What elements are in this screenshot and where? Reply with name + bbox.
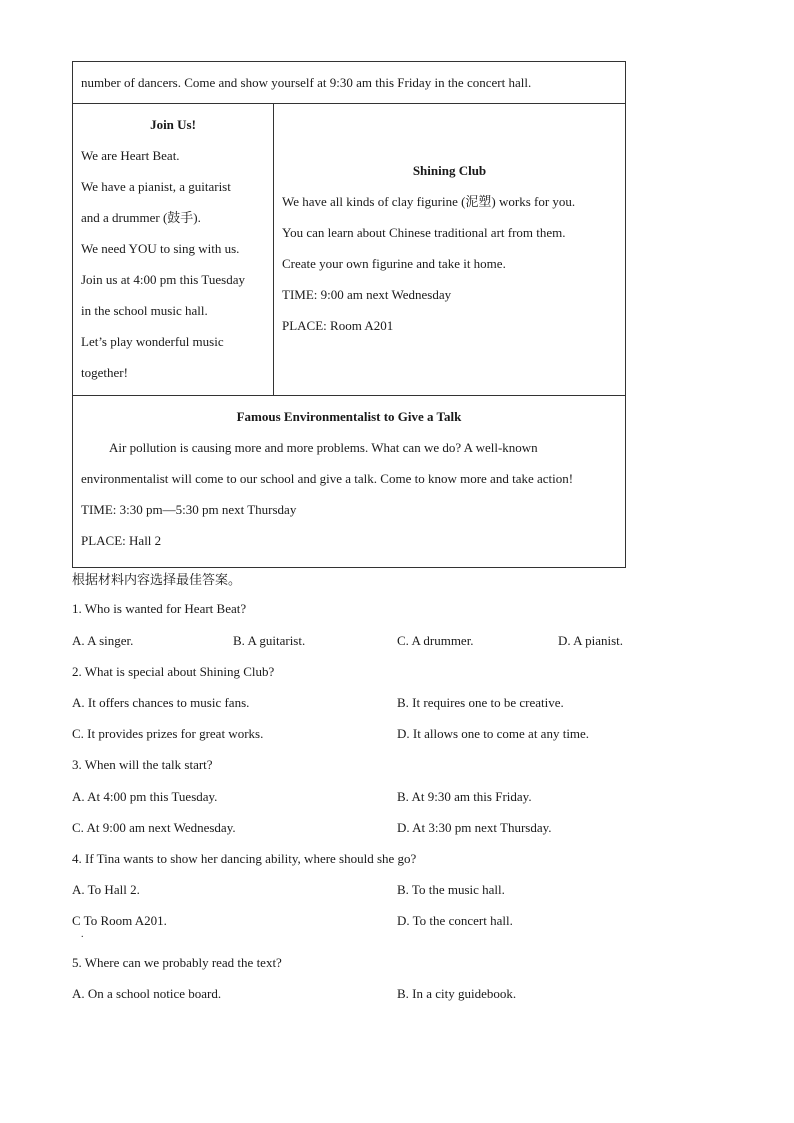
heart-beat-line: and a drummer (鼓手). — [81, 210, 201, 225]
answer-option[interactable]: B. In a city guidebook. — [397, 986, 517, 1001]
answer-option[interactable]: A. To Hall 2. — [72, 882, 140, 897]
talk-row — [73, 401, 625, 567]
answer-option[interactable]: D. It allows one to come at any time. — [397, 726, 590, 741]
question-stem: 4. If Tina wants to show her dancing ability, where should she go? — [72, 851, 417, 866]
answer-option[interactable]: D. To the concert hall. — [397, 913, 513, 928]
notice-table — [72, 61, 626, 568]
instruction-text: 根据材料内容选择最佳答案。 — [72, 573, 242, 588]
heart-beat-line: We are Heart Beat. — [81, 148, 180, 163]
answer-option[interactable]: C. At 9:00 am next Wednesday. — [72, 820, 236, 835]
talk-title: Famous Environmentalist to Give a Talk — [236, 409, 462, 424]
clubs-row — [73, 104, 625, 396]
shining-club-line: You can learn about Chinese traditional art from them. — [282, 225, 566, 240]
heart-beat-line: together! — [81, 365, 128, 380]
question-stem: 3. When will the talk start? — [72, 757, 213, 772]
talk-line: Air pollution is causing more and more problems. What can we do? A well-known — [109, 440, 538, 455]
heart-beat-line: Let’s play wonderful music — [81, 334, 224, 349]
heart-beat-line: We have a pianist, a guitarist — [81, 179, 231, 194]
answer-option[interactable]: D. A pianist. — [558, 633, 624, 648]
question-stem: 5. Where can we probably read the text? — [72, 955, 282, 970]
answer-option[interactable]: D. At 3:30 pm next Thursday. — [397, 820, 552, 835]
stray-dot-mark: . — [81, 929, 84, 940]
answer-option[interactable]: B. At 9:30 am this Friday. — [397, 789, 532, 804]
question-stem: 1. Who is wanted for Heart Beat? — [72, 601, 247, 616]
talk-line: PLACE: Hall 2 — [81, 533, 162, 548]
talk-line: TIME: 3:30 pm—5:30 pm next Thursday — [81, 502, 297, 517]
heart-beat-line: in the school music hall. — [81, 303, 208, 318]
dance-notice-row — [73, 62, 625, 104]
answer-option[interactable]: B. To the music hall. — [397, 882, 505, 897]
shining-club-line: We have all kinds of clay figurine (泥塑) works for you. — [282, 194, 576, 209]
heart-beat-line: Join us at 4:00 pm this Tuesday — [81, 272, 245, 287]
shining-club-title: Shining Club — [412, 163, 487, 178]
answer-option[interactable]: A. On a school notice board. — [72, 986, 222, 1001]
heart-beat-line: We need YOU to sing with us. — [81, 241, 240, 256]
question-stem: 2. What is special about Shining Club? — [72, 664, 275, 679]
heart-beat-title: Join Us! — [150, 117, 196, 132]
shining-club-cell — [274, 104, 625, 395]
answer-option[interactable]: A. It offers chances to music fans. — [72, 695, 250, 710]
answer-option[interactable]: C. It provides prizes for great works. — [72, 726, 264, 741]
answer-option[interactable]: A. At 4:00 pm this Tuesday. — [72, 789, 218, 804]
answer-option[interactable]: C To Room A201. — [72, 913, 167, 928]
answer-option[interactable]: B. A guitarist. — [233, 633, 306, 648]
shining-club-line: PLACE: Room A201 — [282, 318, 394, 333]
shining-club-line: TIME: 9:00 am next Wednesday — [282, 287, 452, 302]
dance-notice-text: number of dancers. Come and show yourself at 9:30 am this Friday in the concert hall. — [81, 74, 532, 90]
answer-option[interactable]: A. A singer. — [72, 633, 134, 648]
shining-club-line: Create your own figurine and take it home. — [282, 256, 506, 271]
heart-beat-cell — [73, 104, 274, 395]
answer-option[interactable]: C. A drummer. — [397, 633, 474, 648]
talk-line: environmentalist will come to our school and give a talk. Come to know more and take action! — [81, 471, 574, 486]
answer-option[interactable]: B. It requires one to be creative. — [397, 695, 564, 710]
